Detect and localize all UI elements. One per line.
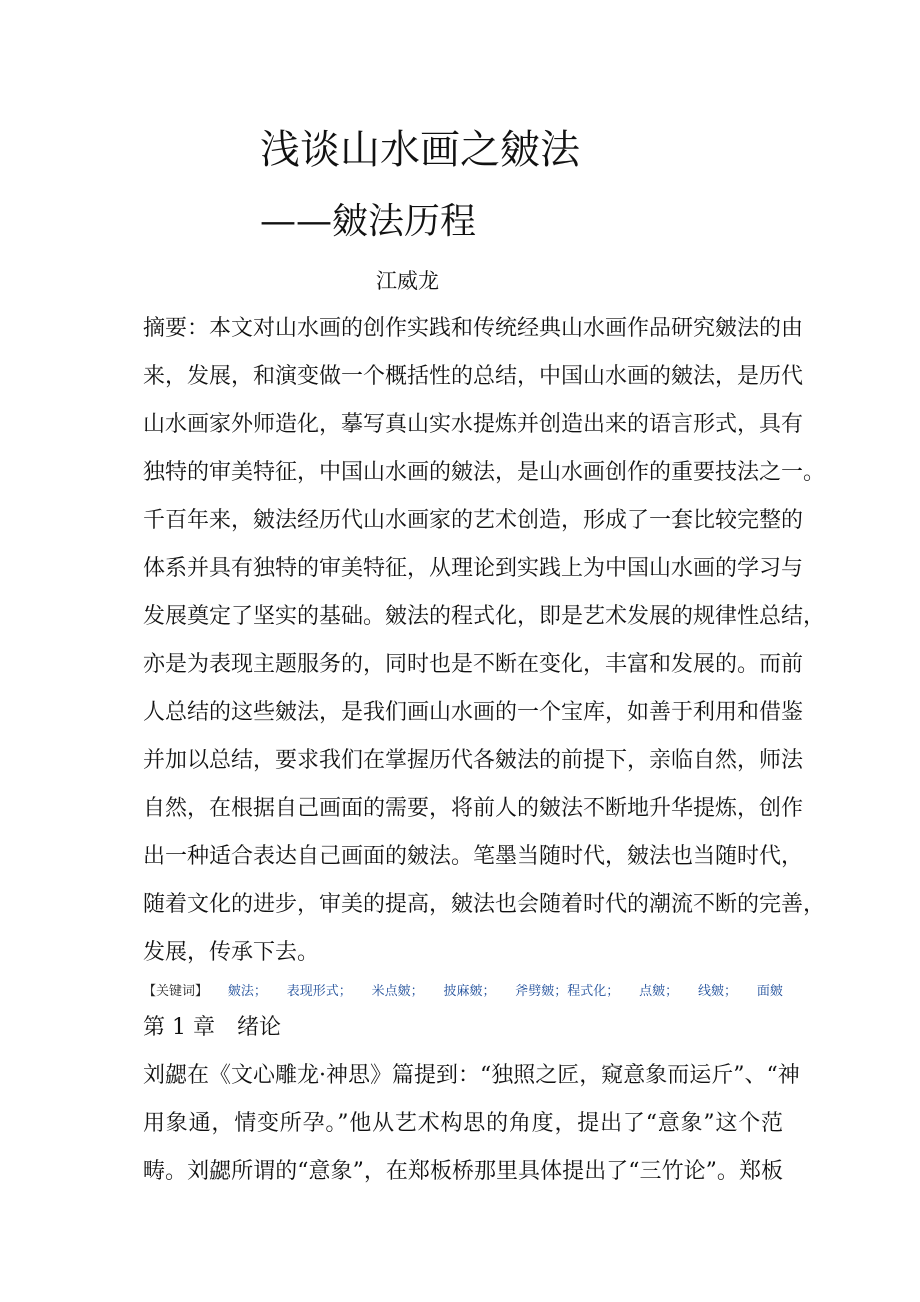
document-title: 浅谈山水画之皴法: [260, 127, 580, 173]
keyword-item: 米点皴；: [371, 984, 424, 999]
chapter-heading: [143, 1008, 281, 1048]
keyword-item: 线皴；: [698, 984, 738, 999]
keyword-item: 面皴: [756, 984, 783, 999]
text-line: 亦是为表现主题服务的，同时也是不断在变化，丰富和发展的。而前: [143, 652, 804, 677]
keyword-item: 皴法；: [227, 984, 267, 999]
keyword-item: 斧劈皴；程式化；: [515, 984, 620, 999]
document-subtitle: ——皴法历程: [260, 201, 477, 242]
text-line: 随着文化的进步，审美的提高，皴法也会随着时代的潮流不断的完善，: [143, 892, 826, 917]
text-line: 用象通，情变所孕。”他从艺术构思的角度，提出了“意象”这个范: [143, 1111, 783, 1136]
text-line: 体系并具有独特的审美特征，从理论到实践上为中国山水画的学习与: [143, 556, 804, 581]
body-paragraph: [143, 1052, 800, 1196]
text-line: 并加以总结，要求我们在掌握历代各皴法的前提下，亲临自然，师法: [143, 748, 804, 773]
chapter-name: 绪论: [236, 1015, 281, 1040]
text-line: 独特的审美特征，中国山水画的皴法，是山水画创作的重要技法之一。: [143, 460, 826, 485]
text-line: 山水画家外师造化，摹写真山实水提炼并创造出来的语言形式，具有: [143, 412, 804, 437]
keyword-item: 表现形式；: [286, 984, 352, 999]
text-line: 刘勰在《文心雕龙·神思》篇提到：“独照之匠，窥意象而运斤”、“神: [143, 1063, 800, 1088]
text-line: 千百年来，皴法经历代山水画家的艺术创造，形成了一套比较完整的: [143, 508, 804, 533]
author-name: 江威龙: [376, 269, 439, 293]
text-line: 发展，传承下去。: [143, 940, 320, 965]
keywords-label: 【关键词】: [143, 984, 209, 999]
abstract-paragraph: [143, 305, 826, 977]
keyword-item: 披麻皴；: [443, 984, 496, 999]
text-line: 出一种适合表达自己画面的皴法。笔墨当随时代，皴法也当随时代，: [143, 844, 804, 869]
text-line: 来，发展，和演变做一个概括性的总结，中国山水画的皴法，是历代: [143, 364, 804, 389]
chapter-number: 第 1 章: [143, 1015, 215, 1040]
text-line: 人总结的这些皴法，是我们画山水画的一个宝库，如善于利用和借鉴: [143, 700, 804, 725]
text-line: 摘要：本文对山水画的创作实践和传统经典山水画作品研究皴法的由: [143, 316, 804, 341]
text-line: 发展奠定了坚实的基础。皴法的程式化，即是艺术发展的规律性总结，: [143, 604, 826, 629]
text-line: 畴。刘勰所谓的“意象”，在郑板桥那里具体提出了“三竹论”。郑板: [143, 1159, 783, 1184]
keyword-item: 点皴；: [639, 984, 679, 999]
text-line: 自然，在根据自己画面的需要，将前人的皴法不断地升华提炼，创作: [143, 796, 804, 821]
keywords-line: [143, 978, 783, 1006]
